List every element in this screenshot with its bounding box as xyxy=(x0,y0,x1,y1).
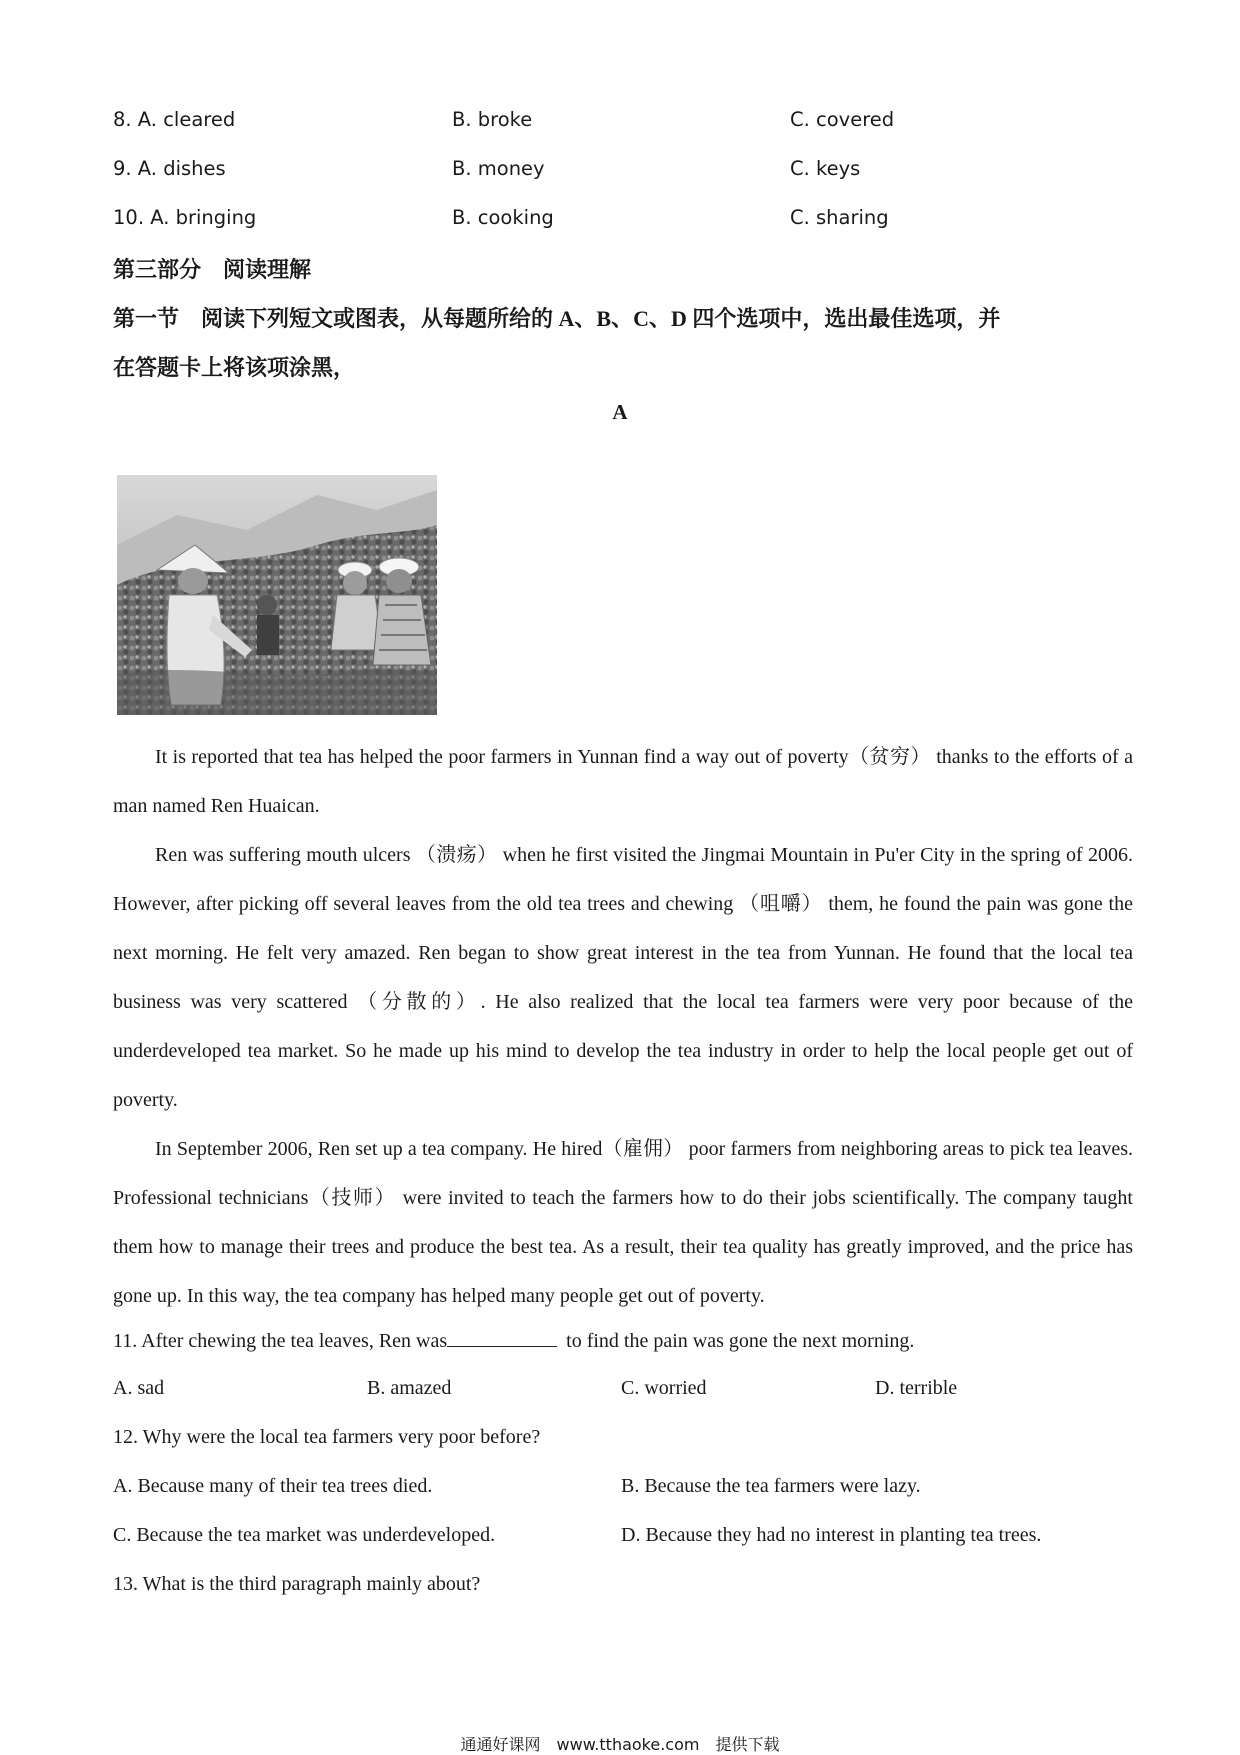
options-row-10 xyxy=(113,206,1133,236)
option-8b: B. broke xyxy=(452,108,533,131)
option-10c: C. sharing xyxy=(790,206,889,229)
question-11-stem-end: to find the pain was gone the next morning. xyxy=(561,1330,915,1352)
options-row-9 xyxy=(113,157,1133,187)
instructions-line-1: 第一节 阅读下列短文或图表，从每题所给的 A、B、C、D 四个选项中，选出最佳选项，并 xyxy=(113,306,1001,331)
option-12c: C. Because the tea market was underdeveloped. xyxy=(113,1524,496,1546)
paragraph-2: Ren was suffering mouth ulcers （溃疡） when he first visited the Jingmai Mountain in Pu'er City in the spring of 2006. However, after picking off several leaves from the old tea trees and chewing （咀嚼） them, he found the pain was gone the next morning. He felt very amazed. Ren began to show great interest in the tea from Yunnan. He found that the local tea business was very scattered （分散的）. He also realized that the local tea farmers were very poor because of the underdeveloped tea market. So he made up his mind to develop the tea industry in order to help the local people get out of poverty. xyxy=(113,844,1133,1111)
question-13: 13. What is the third paragraph mainly about? xyxy=(113,1573,481,1595)
tea-pickers-photo xyxy=(117,475,437,715)
page-footer: 通通好课网 www.tthaoke.com 提供下载 xyxy=(460,1735,780,1754)
option-10b: B. cooking xyxy=(452,206,554,229)
option-9b: B. money xyxy=(452,157,545,180)
option-8a: 8. A. cleared xyxy=(113,108,236,131)
answer-blank xyxy=(447,1328,557,1347)
question-11-stem-start: 11. After chewing the tea leaves, Ren was xyxy=(113,1330,448,1352)
instructions-line-2: 在答题卡上将该项涂黑， xyxy=(113,355,356,380)
question-11-options xyxy=(113,1377,1133,1407)
passage-label: A xyxy=(612,400,628,424)
question-11 xyxy=(113,1328,914,1353)
option-12d: D. Because they had no interest in planting tea trees. xyxy=(621,1524,1042,1546)
paragraph-3: In September 2006, Ren set up a tea company. He hired（雇佣） poor farmers from neighboring areas to pick tea leaves. Professional technicians（技师） were invited to teach the farmers how to do their jobs scientifically. The company taught them how to manage their trees and produce the best tea. As a result, their tea quality has greatly improved, and the price has gone up. In this way, the tea company has helped many people get out of poverty. xyxy=(113,1138,1133,1307)
question-12: 12. Why were the local tea farmers very poor before? xyxy=(113,1426,541,1448)
section-title: 第三部分 阅读理解 xyxy=(113,257,312,282)
paragraph-1: It is reported that tea has helped the poor farmers in Yunnan find a way out of poverty（贫穷） thanks to the efforts of a man named Ren Huaican. xyxy=(113,746,1133,817)
option-9c: C. keys xyxy=(790,157,861,180)
option-11c: C. worried xyxy=(621,1377,707,1399)
option-10a: 10. A. bringing xyxy=(113,206,257,229)
option-11b: B. amazed xyxy=(367,1377,452,1399)
question-12-options-row-1 xyxy=(113,1475,1133,1505)
option-11d: D. terrible xyxy=(875,1377,958,1399)
options-row-8 xyxy=(113,108,1133,138)
option-12b: B. Because the tea farmers were lazy. xyxy=(621,1475,921,1497)
reading-passage xyxy=(113,733,1133,1321)
tea-pickers-illustration xyxy=(117,475,437,715)
option-9a: 9. A. dishes xyxy=(113,157,226,180)
question-12-options-row-2 xyxy=(113,1524,1133,1554)
option-12a: A. Because many of their tea trees died. xyxy=(113,1475,433,1497)
option-11a: A. sad xyxy=(113,1377,165,1399)
option-8c: C. covered xyxy=(790,108,895,131)
